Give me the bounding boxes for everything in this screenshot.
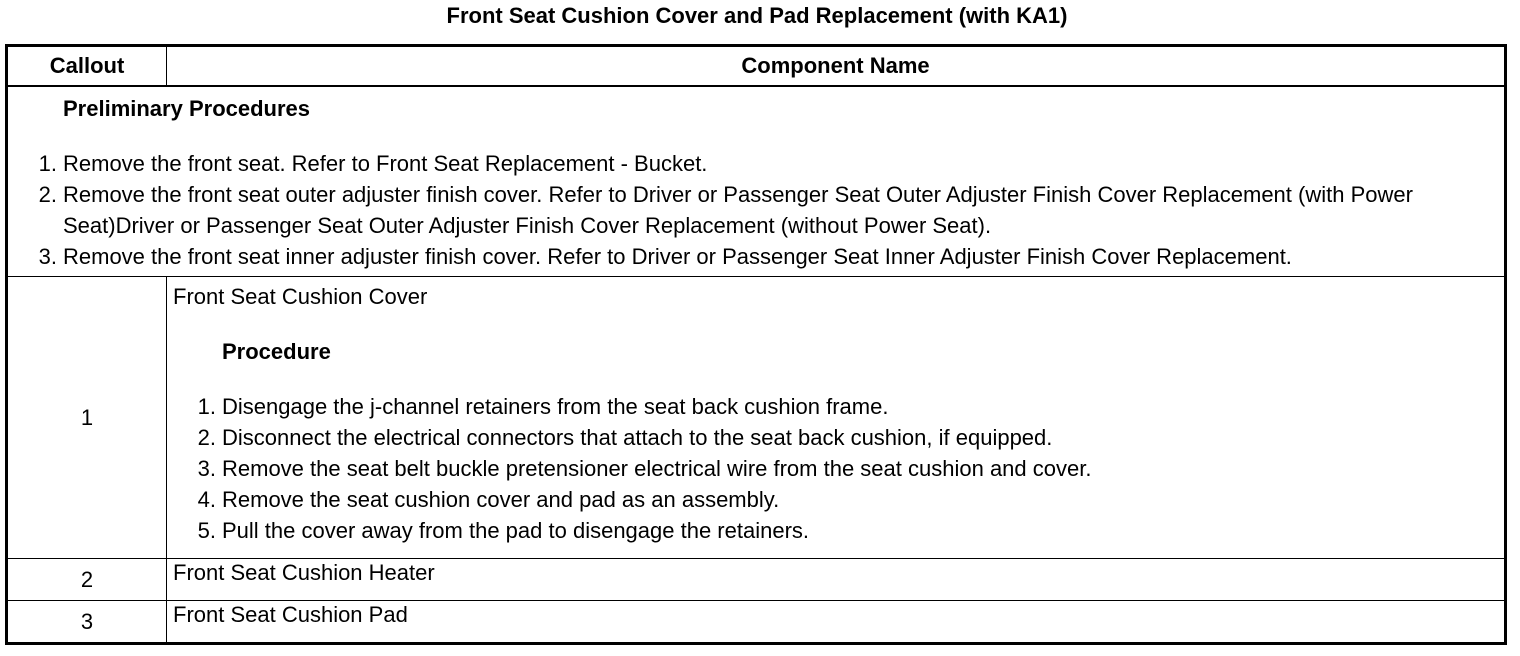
step-number: 1. (197, 394, 216, 419)
step-number: 3. (38, 244, 57, 269)
callout-cell: 2 (7, 559, 167, 601)
table-row (7, 277, 1506, 559)
component-name: Front Seat Cushion Pad (167, 601, 1506, 644)
list-item (197, 484, 1492, 515)
document-title: Front Seat Cushion Cover and Pad Replacement (with KA1) (446, 3, 1068, 28)
list-item (197, 453, 1492, 484)
callout-cell: 1 (7, 277, 167, 559)
step-text: Remove the front seat. Refer to Front Seat Replacement - Bucket. (63, 151, 708, 176)
step-text: Disengage the j-channel retainers from the seat back cushion frame. (222, 394, 889, 419)
preliminary-heading: Preliminary Procedures (63, 96, 311, 121)
table-header-row (7, 46, 1506, 87)
step-number: 5. (197, 518, 216, 543)
list-item (38, 148, 1493, 179)
step-text: Remove the seat cushion cover and pad as an assembly. (222, 487, 780, 512)
component-name: Front Seat Cushion Cover (173, 284, 428, 309)
table-row (7, 601, 1506, 644)
preliminary-row (7, 86, 1506, 277)
step-text: Remove the seat belt buckle pretensioner electrical wire from the seat cushion and cover. (222, 456, 1092, 481)
step-text: Disconnect the electrical connectors that attach to the seat back cushion, if equipped. (222, 425, 1053, 450)
step-number: 1. (38, 151, 57, 176)
step-text: Pull the cover away from the pad to disengage the retainers. (222, 518, 810, 543)
header-callout: Callout (7, 46, 167, 87)
step-number: 2. (38, 182, 57, 207)
list-item (197, 515, 1492, 546)
step-number: 4. (197, 487, 216, 512)
list-item (197, 422, 1492, 453)
step-text: Remove the front seat outer adjuster finish cover. Refer to Driver or Passenger Seat Outer Adjuster Finish Cover Replacement (with Power Seat)Driver or Passenger Seat Outer Adjuster Finish Cover Replacement (without Power Seat). (63, 182, 1413, 238)
step-number: 3. (197, 456, 216, 481)
preliminary-cell (7, 86, 1506, 277)
table-row (7, 559, 1506, 601)
list-item (38, 179, 1493, 241)
procedure-steps (197, 391, 1492, 546)
step-number: 2. (197, 425, 216, 450)
component-name: Front Seat Cushion Heater (167, 559, 1506, 601)
component-cell (167, 277, 1506, 559)
procedure-heading: Procedure (222, 339, 331, 364)
component-table (5, 44, 1507, 645)
callout-cell: 3 (7, 601, 167, 644)
list-item (38, 241, 1493, 272)
preliminary-steps (38, 148, 1493, 272)
step-text: Remove the front seat inner adjuster finish cover. Refer to Driver or Passenger Seat Inner Adjuster Finish Cover Replacement. (63, 244, 1292, 269)
header-component-name: Component Name (167, 46, 1506, 87)
list-item (197, 391, 1492, 422)
